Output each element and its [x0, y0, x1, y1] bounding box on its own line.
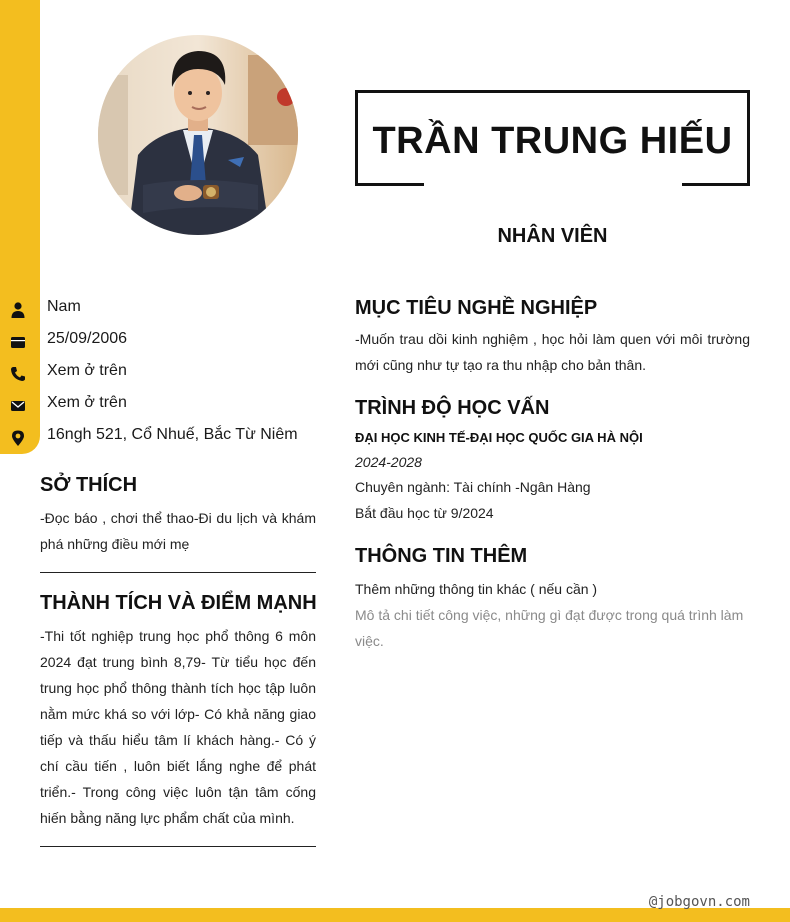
hobbies-text: -Đọc báo , chơi thể thao-Đi du lịch và khám phá những điều mới mẹ: [40, 510, 316, 552]
contact-list: [0, 294, 330, 454]
objective-heading: MỤC TIÊU NGHỀ NGHIỆP: [355, 297, 598, 319]
profile-photo: [98, 35, 298, 235]
gender-value: Nam: [47, 298, 81, 315]
person-icon: [9, 301, 27, 319]
contact-birthday: [0, 326, 330, 358]
calendar-icon: [9, 333, 27, 351]
phone-value: Xem ở trên: [47, 362, 127, 379]
hobbies-heading: SỞ THÍCH: [40, 474, 138, 496]
education-start: Bắt đầu học từ 9/2024: [355, 505, 494, 521]
email-value: Xem ở trên: [47, 394, 127, 411]
mail-icon: [9, 397, 27, 415]
phone-icon: [9, 365, 27, 383]
achievements-text: -Thi tốt nghiệp trung học phổ thông 6 môn 2024 đạt trung bình 8,79- Từ tiểu học đến trung học phổ thông thành tích học tập luôn nằm mức khá so với lớp- Có khả năng giao tiếp và thấu hiểu tâm lí khách hàng.- Có ý chí cầu tiến , luôn biết lắng nghe để phát triển.- Trong công việc luôn tận tâm cống hiến bằng năng lực phẩm chất của mình.: [40, 628, 316, 826]
education-years: 2024-2028: [355, 454, 422, 470]
contact-email: [0, 390, 330, 422]
extra-info-heading: THÔNG TIN THÊM: [355, 545, 528, 567]
extra-info-description: Mô tả chi tiết công việc, những gì đạt được trong quá trình làm việc.: [355, 607, 744, 649]
achievements-heading: THÀNH TÍCH VÀ ĐIỂM MẠNH: [40, 592, 317, 614]
education-heading: TRÌNH ĐỘ HỌC VẤN: [355, 397, 550, 419]
education-school: ĐẠI HỌC KINH TẾ-ĐẠI HỌC QUỐC GIA HÀ NỘI: [355, 430, 643, 445]
location-icon: [9, 429, 27, 447]
address-value: 16ngh 521, Cổ Nhuế, Bắc Từ Niêm: [47, 426, 298, 443]
watermark: @jobgovn.com: [648, 894, 750, 910]
contact-gender: [0, 294, 330, 326]
hobbies-divider: [40, 572, 316, 573]
achievements-divider: [40, 846, 316, 847]
birthday-value: 25/09/2006: [47, 330, 128, 347]
education-major: Chuyên ngành: Tài chính -Ngân Hàng: [355, 479, 591, 495]
objective-text: -Muốn trau dồi kinh nghiệm , học hỏi làm quen với môi trường mới cũng như tự tạo ra thu nhập cho bản thân.: [355, 331, 750, 373]
accent-bottom-bar: [0, 908, 790, 922]
extra-info-line: Thêm những thông tin khác ( nếu cần ): [355, 581, 598, 597]
contact-phone: [0, 358, 330, 390]
job-title: NHÂN VIÊN: [497, 225, 608, 247]
full-name: TRẦN TRUNG HIẾU: [372, 120, 733, 162]
contact-address: [0, 422, 330, 454]
